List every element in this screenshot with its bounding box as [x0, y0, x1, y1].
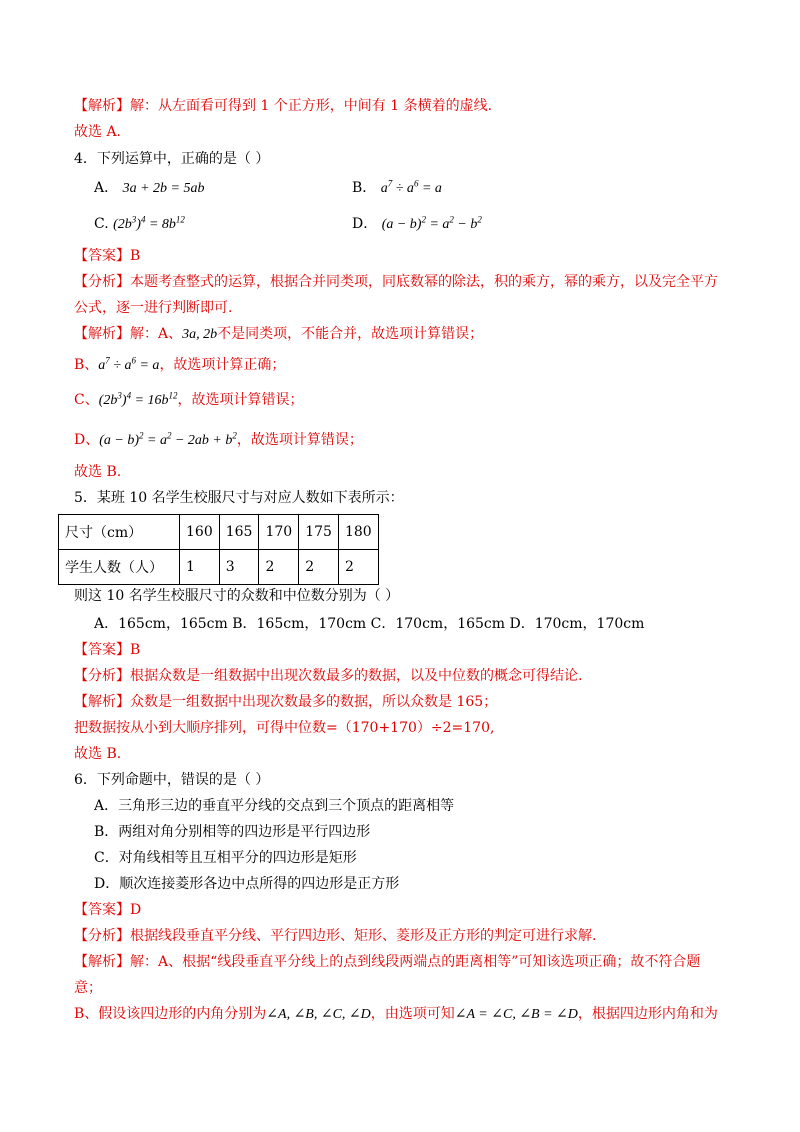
q4-analysis-line2: 公式，逐一进行判断即可.: [74, 300, 233, 316]
table-row: [59, 550, 379, 585]
q4-solution-c: C、$(2b^3)^4 = 16b^{12}$，故选项计算错误；: [74, 390, 304, 408]
q4-option-b: B． $a^7 \div a^6 = a$: [352, 178, 442, 196]
q6-solution-line3: B、假设该四边形的内角分别为∠A, ∠B, ∠C, ∠D，由选项可知∠A = ∠C, ∠B = ∠D，根据四边形内角和为: [74, 1006, 718, 1022]
q5-solution-line2: 把数据按从小到大顺序排列，可得中位数=（170+170）÷2=170,: [74, 720, 495, 736]
q4-analysis-line1: 【分析】本题考查整式的运算，根据合并同类项，同底数幂的除法，积的乘方，幂的乘方，以及完全平方: [74, 274, 718, 290]
q6-solution-line1: 【解析】解：A、根据“线段垂直平分线上的点到线段两端点的距离相等”可知该选项正确；故不符合题: [74, 954, 701, 970]
q4-option-d: D． $(a - b)^2 = a^2 - b^2$: [352, 214, 482, 232]
q4-solution-a: 【解析】解：A、3a, 2b不是同类项，不能合并，故选项计算错误；: [74, 326, 484, 342]
q6-option-c: C．对角线相等且互相平分的四边形是矩形: [94, 850, 357, 866]
q4-answer: 【答案】B: [74, 248, 141, 264]
q6-solution-line2: 意；: [74, 980, 102, 996]
q5-question: 则这 10 名学生校服尺寸的众数和中位数分别为（ ）: [74, 588, 400, 604]
q4-conclusion: 故选 B.: [74, 464, 122, 480]
q6-option-d: D．顺次连接菱形各边中点所得的四边形是正方形: [94, 876, 400, 892]
q6-answer: 【答案】D: [74, 902, 142, 918]
table-cell: 2: [299, 550, 339, 585]
table-cell: 160: [180, 515, 220, 550]
q4-stem: 4．下列运算中，正确的是（ ）: [74, 151, 270, 167]
table-cell: 165: [219, 515, 259, 550]
q5-analysis: 【分析】根据众数是一组数据中出现次数最多的数据，以及中位数的概念可得结论.: [74, 668, 583, 684]
table-cell: 2: [259, 550, 299, 585]
table-cell: 3: [219, 550, 259, 585]
q6-option-a: A．三角形三边的垂直平分线的交点到三个顶点的距离相等: [94, 798, 455, 814]
q4-solution-d: D、$(a - b)^2 = a^2 - 2ab + b^2$，故选项计算错误；: [74, 430, 363, 448]
q5-answer: 【答案】B: [74, 642, 141, 658]
table-cell: 尺寸（cm）: [59, 515, 180, 550]
q5-options: A．165cm，165cm B．165cm，170cm C．170cm，165cm D．170cm，170cm: [94, 616, 645, 632]
size-table: [58, 514, 379, 585]
q4-option-c: C. $(2b^3)^4 = 8b^{12}$: [94, 214, 185, 232]
q4-solution-b: B、$a^7 \div a^6 = a$，故选项计算正确；: [74, 355, 286, 373]
q6-analysis: 【分析】根据线段垂直平分线、平行四边形、矩形、菱形及正方形的判定可进行求解.: [74, 928, 597, 944]
table-cell: 2: [338, 550, 378, 585]
q5-stem: 5．某班 10 名学生校服尺寸与对应人数如下表所示：: [74, 490, 404, 506]
q6-option-b: B．两组对角分别相等的四边形是平行四边形: [94, 824, 371, 840]
table-cell: 学生人数（人）: [59, 550, 180, 585]
table-row: [59, 515, 379, 550]
table-cell: 1: [180, 550, 220, 585]
q3-conclusion: 故选 A.: [74, 124, 122, 140]
table-cell: 170: [259, 515, 299, 550]
table-cell: 175: [299, 515, 339, 550]
q5-conclusion: 故选 B.: [74, 746, 122, 762]
table-cell: 180: [338, 515, 378, 550]
q4-option-a: A． 3a + 2b = 5ab: [94, 180, 205, 196]
q5-solution-line1: 【解析】众数是一组数据中出现次数最多的数据，所以众数是 165；: [74, 694, 498, 710]
q3-analysis: 【解析】解：从左面看可得到 1 个正方形，中间有 1 条横着的虚线.: [74, 98, 493, 114]
q6-stem: 6．下列命题中，错误的是（ ）: [74, 772, 270, 788]
